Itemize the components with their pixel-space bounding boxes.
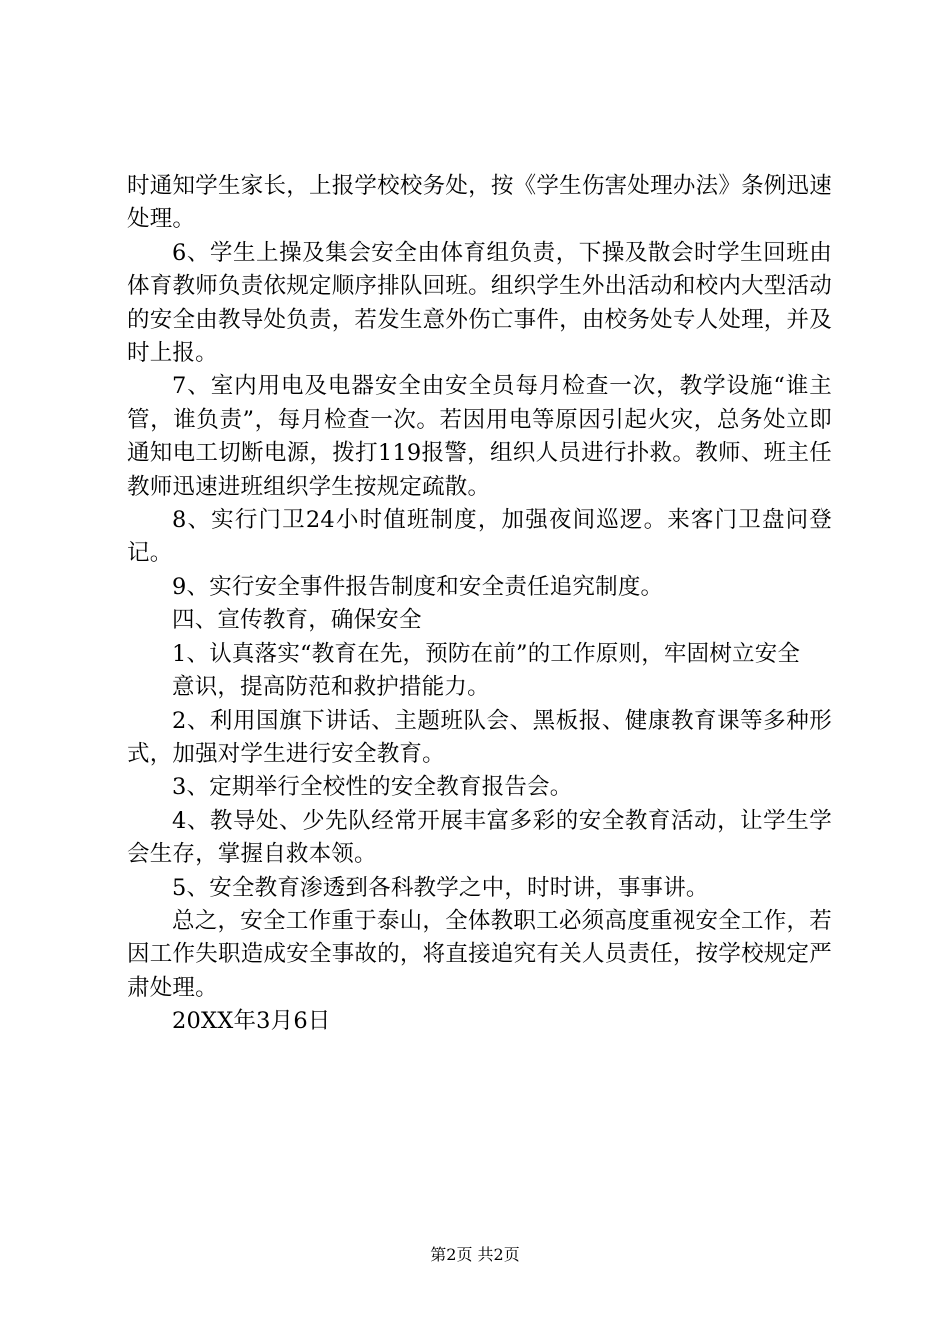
paragraph-item-8: 8、实行门卫24小时值班制度，加强夜间巡逻。来客门卫盘问登记。 <box>127 507 832 567</box>
paragraph-edu-3: 3、定期举行全校性的安全教育报告会。 <box>172 774 573 801</box>
paragraph-item-9: 9、实行安全事件报告制度和安全责任追究制度。 <box>172 573 664 600</box>
paragraph-edu-1: 1、认真落实“教育在先，预防在前”的工作原则，牢固树立安全 <box>172 640 801 667</box>
document-body <box>127 170 832 1039</box>
paragraph-item-7: 7、室内用电及电器安全由安全员每月检查一次，教学设施“谁主管，谁负责”，每月检查一次。若因用电等原因引起火灾，总务处立即通知电工切断电源，拨打119报警，组织人员进行扑救。教师、班主任教师迅速进班组织学生按规定疏散。 <box>127 373 832 500</box>
paragraph-conclusion: 总之，安全工作重于泰山，全体教职工必须高度重视安全工作，若因工作失职造成安全事故的，将直接追究有关人员责任，按学校规定严肃处理。 <box>127 907 832 1001</box>
paragraph-edu-5: 5、安全教育渗透到各科教学之中，时时讲，事事讲。 <box>172 874 709 901</box>
paragraph-edu-1-continued: 意识，提高防范和救护措能力。 <box>172 674 490 701</box>
page-footer: 第2页 共2页 <box>430 1245 520 1264</box>
document-date: 20XX年3月6日 <box>172 1008 331 1035</box>
section-heading-4: 四、宣传教育，确保安全 <box>172 607 422 634</box>
paragraph-item-6: 6、学生上操及集会安全由体育组负责，下操及散会时学生回班由体育教师负责依规定顺序排队回班。组织学生外出活动和校内大型活动的安全由教导处负责，若发生意外伤亡事件，由校务处专人处理，并及时上报。 <box>127 239 832 367</box>
paragraph-edu-4: 4、教导处、少先队经常开展丰富多彩的安全教育活动，让学生学会生存，掌握自救本领。 <box>127 807 832 868</box>
paragraph-edu-2: 2、利用国旗下讲话、主题班队会、黑板报、健康教育课等多种形式，加强对学生进行安全教育。 <box>127 707 832 767</box>
paragraph-continuation: 时通知学生家长，上报学校校务处，按《学生伤害处理办法》条例迅速处理。 <box>127 173 832 233</box>
